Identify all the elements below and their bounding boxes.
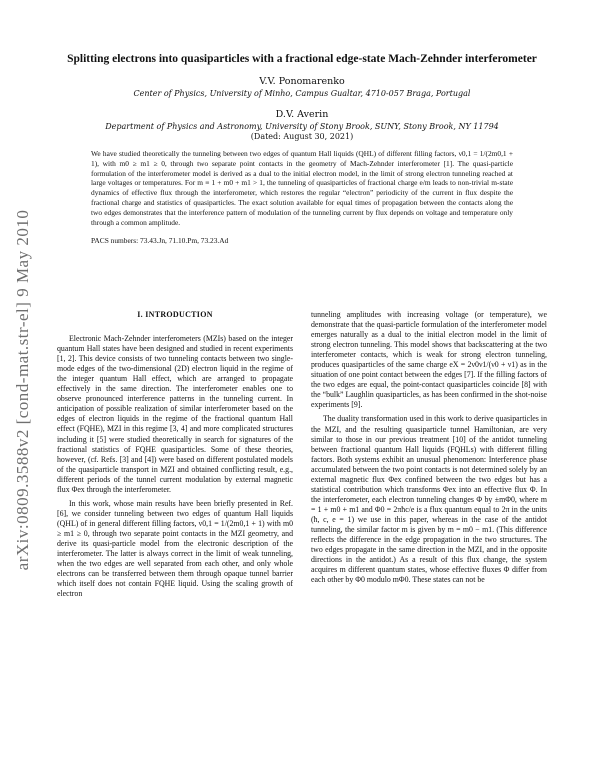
body-columns <box>57 310 547 599</box>
arxiv-identifier-text: arXiv:0809.3588v2 [cond-mat.str-el] 9 May 2010 <box>13 209 32 571</box>
paper-date: (Dated: August 30, 2021) <box>250 132 354 141</box>
author-name: D.V. Averin <box>275 109 329 120</box>
pacs-numbers: PACS numbers: 73.43.Jn, 71.10.Pm, 73.23.Ad <box>91 236 229 246</box>
body-paragraph: Electronic Mach-Zehnder interferometers (MZIs) based on the integer quantum Hall states have been designed and studied in recent experiments [1, 2]. This device consists of two tunneling contacts between two single-mode edges of the two-dimensional (2D) electron liquid in the regime of the integer quantum Hall effect, which are arranged to propagate effectively in the same direction. The interferometer enables one to observe pronounced interference patterns in the tunneling current. In anticipation of possible realization of similar interferometer based on the edges of electron liquids in the regime of the fractional quantum Hall effect (FQHE), MZI in this regime [3, 4] and more complicated structures including it [5] were studied theoretically in search for signatures of the fractional statistics of FQHE quasiparticles. Some of these theories, however, (cf. Refs. [3] and [4]) were based on different postulated models of the quasiparticle transport in MZI and obtained conflicting result, e.g., different periods of the tunnel current modulation by external magnetic flux Φex through the interferometer. <box>57 334 293 494</box>
arxiv-identifier-stamp <box>8 150 38 630</box>
right-column <box>311 310 547 599</box>
author-affiliation: Center of Physics, University of Minho, Campus Gualtar, 4710-057 Braga, Portugal <box>133 89 471 98</box>
author-affiliation: Department of Physics and Astronomy, University of Stony Brook, SUNY, Stony Brook, NY 11794 <box>105 122 499 131</box>
section-heading: I. INTRODUCTION <box>137 310 213 319</box>
left-column <box>57 310 293 599</box>
body-paragraph: tunneling amplitudes with increasing voltage (or temperature), we demonstrate that the quasi-particle formulation of the interferometer model emerges naturally as a dual to the initial electron model in the limit of strong electron tunneling. This model shows that backscattering at the two interferometer contacts, which is weak for strong electron tunneling, produces quasiparticles of the same charge eX = 2ν0ν1/(ν0 + ν1) as in the situation of one point contact between the edges [7]. If the filling factors of the two edges are equal, the point-contact quasiparticles coincide [8] with the “bulk” Laughlin quasiparticles, as has been confirmed in the shot-noise experiments [9]. <box>311 310 547 410</box>
body-paragraph: In this work, whose main results have been briefly presented in Ref. [6], we consider tunneling between two edges of quantum Hall liquids (QHL) of in general different filling factors, ν0,1 = 1/(2m0,1 + 1) with m0 ≥ m1 ≥ 0, through two separate point contacts in the MZI geometry, and derive its quasi-particle model from the electronic description of the interferometer. The latter is always correct in the limit of weak tunneling, when the two edges are well separated from each other, and only whole electrons can be transferred between them through opaque tunnel barrier which itself does not contain FQHE liquid. Using the scaling growth of electron <box>57 498 293 599</box>
paper-page <box>57 52 547 599</box>
abstract: We have studied theoretically the tunneling between two edges of quantum Hall liquids (QHL) of different filling factors, ν0,1 = 1/(2m0,1 + 1), with m0 ≥ m1 ≥ 0, through two separate point contacts in the geometry of Mach-Zehnder interferometer [1]. The quasi-particle formulation of the interferometer model is derived as a dual to the initial electron model, in the limit of strong electron tunneling reached at large voltages or temperatures. For m ≡ 1 + m0 + m1 > 1, the tunneling of quasiparticles of fractional charge e/m leads to non-trivial m-state dynamics of effective flux through the interferometer, which restores the regular “electron” periodicity of the current in flux despite the fractional charge and statistics of quasiparticles. The exact solution available for equal times of propagation between the contacts along the two edges demonstrates that the interference pattern of modulation of the tunneling current by flux depends on voltage and temperature only through a common amplitude. <box>91 149 513 227</box>
body-paragraph: The duality transformation used in this work to derive quasiparticles in the MZI, and the resulting quasiparticle tunnel Hamiltonian, are very similar to those in our previous treatment [10] of the antidot tunneling between fractional quantum Hall liquids (FQHLs) with different filling factors. Both systems exhibit an unusual phenomenon: Interference phase accumulated between the two point contacts is not determined solely by an external magnetic flux Φex confined between the two edges but has a statistical contribution which transforms Φex into an effective flux Φ. In the interferometer, each electron tunneling changes Φ by ±mΦ0, where m = 1 + m0 + m1 and Φ0 = 2πħc/e is a flux quantum equal to 2π in the units (ħ, c, e = 1) we use in this paper, whereas in the case of the antidot tunneling, the similar factor m is given by m = m0 − m1. (This difference reflects the difference in the edge propagation in the two structures. The two edges propagate in the same direction in the MZI, and in the opposite directions in the antidot.) As a result of this flux change, the system acquires m different quantum states, whose effective fluxes Φ differ from each other by Φ0 modulo mΦ0. These states can not be <box>311 414 547 585</box>
author-name: V.V. Ponomarenko <box>259 76 345 87</box>
paper-title: Splitting electrons into quasiparticles with a fractional edge-state Mach-Zehnder interferometer <box>67 53 537 65</box>
